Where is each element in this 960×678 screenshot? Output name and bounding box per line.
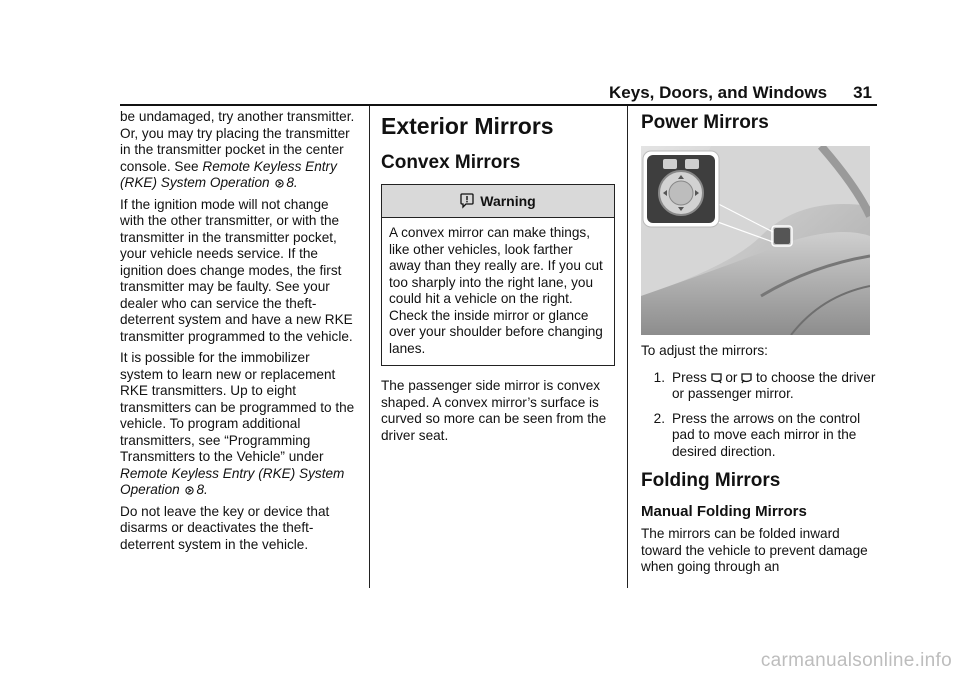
page-ref-icon (275, 179, 284, 188)
column-1 (120, 109, 356, 558)
right-mirror-button-icon (741, 372, 752, 384)
mirror-control-photo (641, 146, 870, 335)
list-item: 1. Press or to choose the driver or passenger mirror. (653, 369, 876, 401)
paragraph: The mirrors can be folded inward toward the vehicle to prevent damage when going through an (641, 526, 868, 574)
paragraph: If the ignition mode will not change with the other transmitter, or with the transmitter in the transmitter pocket, your vehicle needs service. If the ignition does change modes, the first transmitter may be faulty. See your dealer who can service the theft-deterrent system and have a new RKE transmitter programmed to the vehicle. (120, 196, 353, 344)
watermark: carmanualsonline.info (760, 650, 952, 671)
warning-label: Warning (480, 192, 536, 209)
column-2 (381, 106, 615, 449)
page-number: 31 (853, 83, 872, 102)
running-header (609, 83, 872, 103)
section-heading: Exterior Mirrors (381, 113, 554, 139)
column-divider-2 (627, 106, 628, 588)
subsection-heading: Manual Folding Mirrors (641, 503, 807, 520)
cross-reference-link[interactable]: Remote Keyless Entry (RKE) System Operation 8. (120, 158, 337, 190)
column-divider-1 (369, 106, 370, 588)
paragraph: It is possible for the immobilizer system to learn new or replacement RKE transmitters. Up to eight transmitters can be programmed to the vehicle. To program additional transmitters, see “Programming Transmitters to the Vehicle” under Remote Keyless Entry (RKE) System Operation 8. (120, 350, 355, 497)
left-mirror-button-icon (711, 372, 722, 384)
page-ref-icon (185, 486, 194, 495)
section-title: Keys, Doors, and Windows (609, 83, 828, 102)
warning-text: A convex mirror can make things, like other vehicles, look farther away than they really are. If you cut too sharply into the right lane, you could hit a vehicle on the right. Check the inside mirror or glance over your shoulder before changing lanes. (389, 225, 603, 356)
column-3 (641, 106, 877, 581)
section-heading: Folding Mirrors (641, 470, 781, 491)
warning-header (382, 185, 614, 218)
paragraph: The passenger side mirror is convex shaped. A convex mirror’s surface is curved so more can be seen from the driver seat. (381, 378, 607, 443)
subsection-heading: Convex Mirrors (381, 152, 521, 173)
warning-icon (460, 193, 474, 209)
paragraph: To adjust the mirrors: (641, 343, 768, 358)
warning-box (381, 184, 615, 366)
cross-reference-link[interactable]: Remote Keyless Entry (RKE) System Operation 8. (120, 465, 345, 497)
section-heading: Power Mirrors (641, 112, 769, 133)
paragraph: be undamaged, try another transmitter. Or, you may try placing the transmitter in the transmitter pocket in the center console. See Remote Keyless Entry (RKE) System Operation 8. (120, 109, 355, 190)
list-item: 2. Press the arrows on the control pad to move each mirror in the desired direction. (653, 410, 861, 459)
paragraph: Do not leave the key or device that disarms or deactivates the theft-deterrent system in the vehicle. (120, 503, 330, 552)
step-list (641, 370, 877, 461)
